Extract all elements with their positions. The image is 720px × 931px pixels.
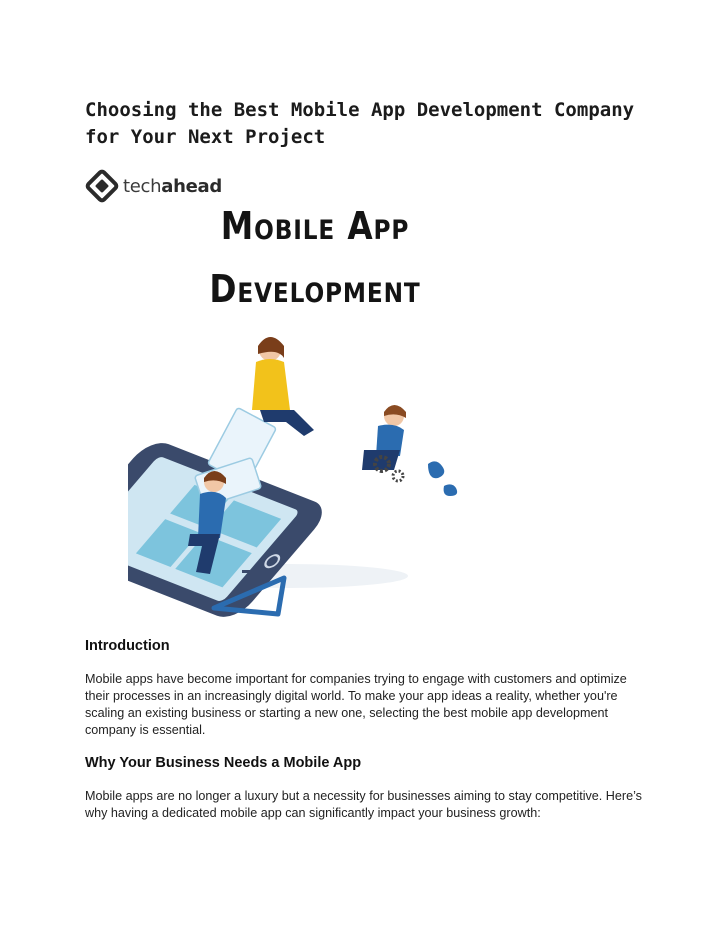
techahead-logo	[85, 169, 222, 203]
logo-text-bold: ahead	[161, 175, 222, 197]
page-title: Choosing the Best Mobile App Development Company for Your Next Project	[85, 99, 635, 148]
ruler-mark-2	[260, 570, 270, 573]
logo-text-light: tech	[123, 175, 162, 197]
mobile-app-illustration	[128, 326, 488, 626]
techahead-diamond-icon	[85, 169, 119, 203]
section-body-why-mobile-app: Mobile apps are no longer a luxury but a necessity for businesses aiming to stay competitive. Here’s why having a dedicated mobile app can significantly impact your business growth:	[85, 789, 642, 820]
splash-shape	[428, 461, 444, 478]
section-body-introduction: Mobile apps have become important for companies trying to engage with customers and optimize their processes in an increasingly digital world. To make your app ideas a reality, whether you're scaling an existing business or starting a new one, selecting the best mobile app development company is essential.	[85, 672, 627, 737]
logo-wordmark	[123, 176, 222, 197]
hero-title-line-1: Mobile App	[220, 204, 410, 248]
splash-shape-2	[444, 484, 458, 496]
character-man-right	[362, 405, 406, 470]
section-heading-introduction: Introduction	[85, 638, 170, 654]
hero-title-line-2: Development	[209, 267, 421, 311]
gear-icon-small	[393, 471, 403, 481]
section-heading-why-mobile-app: Why Your Business Needs a Mobile App	[85, 755, 362, 771]
ruler-mark	[242, 570, 254, 573]
